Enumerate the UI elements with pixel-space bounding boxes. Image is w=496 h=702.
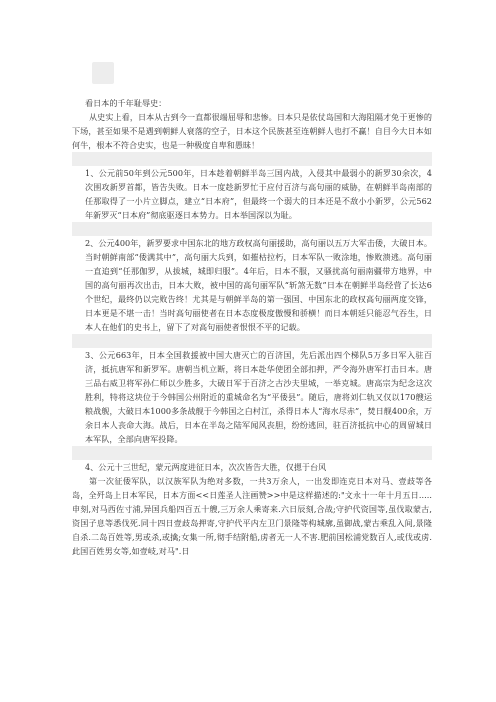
intro-paragraph: 从史实上看，日本从古到今一直都很端屈辱和悲惨。日本只是依仗岛国和大海阻隔才免于更惨的下场，甚至如果不是遇到朝鲜人衰落的空子，日本这个民族甚至连朝鲜人也打不赢！自目今大日本如何牛，根本不符合史实，也是一种极度自卑和愚昧！ (72, 112, 432, 150)
separator-band (72, 446, 432, 460)
section-4-heading: 4、公元十三世纪，蒙元两度进征日本，次次皆告大胜，仅摁于台风 (84, 462, 327, 472)
article-body (72, 96, 432, 558)
corner-mark (92, 62, 114, 84)
section-4-body: 第一次征倭军队，以汉族军队为绝对多数，一共3万余人，一出发即连克日本对马、壹歧等各岛，全歼岛上日本军民，日本方面<<日莲圣人注画赞>>中是这样描述的:"文永十一年十月五日.....申刻,对马西佐寸浦,异国兵船四百五十艘,三万余人乘寄来.六日辰刻,合战;守护代资国等,虽伐取蒙古,资国子息等悉伐死.同十四日壹歧岛押寄,守护代平内左卫门景隆等构城廓,虽御战,蒙古乘乱入间,景隆自杀.二岛百姓等,男或杀,或擒;女集一所,彻手结附船,虏者无一人不害.肥前国松浦党数百人,或伐或虏.此国百姓男女等,如壹岐,对马".日 (72, 476, 432, 556)
section-2-paragraph: 2、公元400年，新罗要求中国东北的地方政权高句丽援助，高句丽以五万大军击倭，大破日本。当时朝鲜南部“倭满其中”，高句丽大兵到，如摧枯拉朽，日本军队一败涂地，惨败溃逃。高句丽一直追到“任那伽罗，从拔城，城即归服”。4年后，日本不服，又骚扰高句丽南疆带方地界，中国的高句丽再次出击，日本大败，被中国的高句丽军队“斩煞无数”日本在朝鲜半岛经营了长达6个世纪，最终仍以完败告终！尤其是与朝鲜半岛的第一强国、中国东北的政权高句丽两度交锋，日本更是不堪一击！当时高句丽使者在日本态度极度傲慢和骄横！而日本朝廷只能忍气吞生，日本人在他们的史书上，留下了对高句丽使者恨恨不平的记载。 (84, 238, 432, 332)
section-3-paragraph: 3、公元663年，日本全国救援被中国大唐灭亡的百济国，先后派出四个梯队5万多日军入驻百济，抵抗唐军和新罗军。唐朝当机立断，将日本赴华使团全部扣押，严令海外唐军打击日本。唐三品右威卫将军孙仁师以少胜多，大破日军于百济之古沙夫里城，一举克城。唐高宗为纪念这次胜利，特将这块位于今韩国公州附近的重城命名为“平倭县”。随后，唐将刘仁轨又仅以170艘运粮战舰，大破日本1000多条战舰于今韩国之白村江，杀得日本人“海水尽赤”，焚日舰400余，万余日本人丧命大海。战后，日本在半岛之陆军闻风丧胆，纷纷逃回，驻百济抵抗中心的周留城日本军队，全部向唐军投降。 (84, 350, 432, 444)
separator-band (72, 334, 432, 348)
section-1-paragraph: 1、公元前50年到公元500年，日本趁着朝鲜半岛三国内战，入侵其中最弱小的新罗30余次，4次围攻新罗首都，皆告失败。日本一度趁新罗忙于应付百济与高句丽的威胁，在朝鲜半岛南部的任那取得了一小片立脚点，建立“日本府”，但最终一个弱大的日本还是不敌小小新罗，公元562年新罗灭“日本府”彻底驱逐日本势力。日本举国深以为耻。 (84, 168, 432, 220)
separator-band (72, 152, 432, 166)
article-title: 看日本的千年耻辱史： (84, 98, 167, 108)
separator-band (72, 222, 432, 236)
